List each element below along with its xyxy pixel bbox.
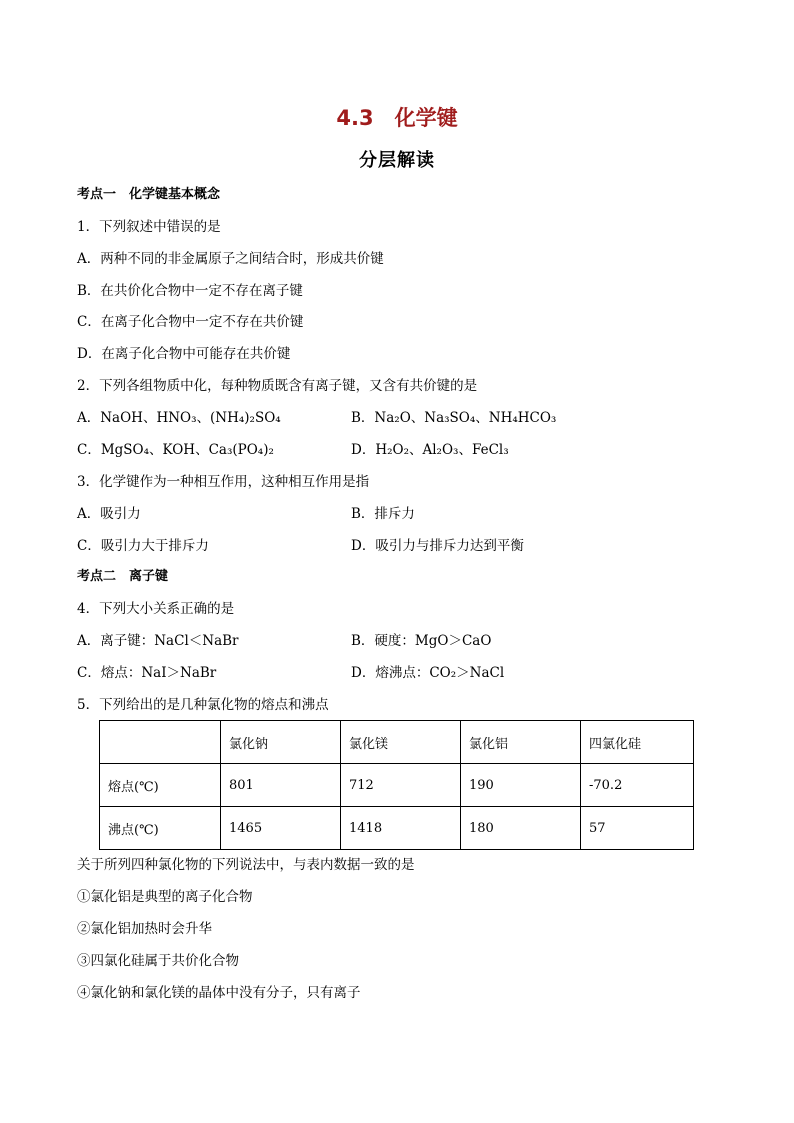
table-cell: -70.2 — [581, 764, 694, 807]
question-5-statement-4: ④氯化钠和氯化镁的晶体中没有分子，只有离子 — [77, 985, 361, 1001]
table-cell: 57 — [581, 807, 694, 850]
table-cell: 1418 — [341, 807, 461, 850]
question-2-option-d: D．H₂O₂、Al₂O₃、FeCl₃ — [351, 442, 509, 458]
table-cell: 180 — [461, 807, 581, 850]
table-cell: 1465 — [221, 807, 341, 850]
question-4-stem: 4．下列大小关系正确的是 — [77, 601, 235, 617]
question-1-option-d: D．在离子化合物中可能存在共价键 — [77, 346, 291, 362]
question-4-option-d: D．熔沸点：CO₂＞NaCl — [351, 665, 505, 681]
question-3-option-c: C．吸引力大于排斥力 — [77, 538, 209, 554]
question-2-option-c: C．MgSO₄、KOH、Ca₃(PO₄)₂ — [77, 442, 274, 458]
question-2-option-a: A．NaOH、HNO₃、(NH₄)₂SO₄ — [77, 410, 281, 426]
table-cell: 190 — [461, 764, 581, 807]
question-4-option-b: B．硬度：MgO＞CaO — [351, 633, 492, 649]
page-title: 4.3 化学键 — [336, 106, 458, 130]
section-heading-1: 考点一 化学键基本概念 — [77, 187, 221, 202]
table-cell: 712 — [341, 764, 461, 807]
table-row-label: 沸点(℃) — [100, 807, 221, 850]
question-1-option-a: A．两种不同的非金属原子之间结合时，形成共价键 — [77, 251, 384, 267]
question-4-option-a: A．离子键：NaCl＜NaBr — [77, 633, 239, 649]
question-5-statement-2: ②氯化铝加热时会升华 — [77, 921, 212, 937]
question-3-stem: 3．化学键作为一种相互作用，这种相互作用是指 — [77, 474, 370, 490]
table-row — [100, 764, 694, 807]
question-1-stem: 1．下列叙述中错误的是 — [77, 219, 221, 235]
question-3-option-a: A．吸引力 — [77, 506, 141, 522]
question-3-option-d: D．吸引力与排斥力达到平衡 — [351, 538, 524, 554]
table-header-cell: 氯化镁 — [341, 721, 461, 764]
question-5-statement-3: ③四氯化硅属于共价化合物 — [77, 953, 239, 969]
question-5-prompt: 关于所列四种氯化物的下列说法中，与表内数据一致的是 — [77, 857, 415, 873]
table-row — [100, 807, 694, 850]
question-1-option-b: B．在共价化合物中一定不存在离子键 — [77, 283, 303, 299]
table-cell — [100, 721, 221, 764]
table-header-cell: 氯化钠 — [221, 721, 341, 764]
chloride-data-table — [99, 720, 694, 850]
section-heading-2: 考点二 离子键 — [77, 569, 169, 584]
question-5-statement-1: ①氯化铝是典型的离子化合物 — [77, 889, 253, 905]
table-cell: 801 — [221, 764, 341, 807]
table-header-cell: 四氯化硅 — [581, 721, 694, 764]
question-2-stem: 2．下列各组物质中化，每种物质既含有离子键，又含有共价键的是 — [77, 378, 478, 394]
question-2-option-b: B．Na₂O、Na₃SO₄、NH₄HCO₃ — [351, 410, 557, 426]
question-4-option-c: C．熔点：NaI＞NaBr — [77, 665, 217, 681]
table-header-cell: 氯化铝 — [461, 721, 581, 764]
table-header-row — [100, 721, 694, 764]
table-row-label: 熔点(℃) — [100, 764, 221, 807]
question-5-stem: 5．下列给出的是几种氯化物的熔点和沸点 — [77, 697, 329, 713]
question-1-option-c: C．在离子化合物中一定不存在共价键 — [77, 314, 304, 330]
question-3-option-b: B．排斥力 — [351, 506, 415, 522]
page-subtitle: 分层解读 — [359, 150, 435, 171]
